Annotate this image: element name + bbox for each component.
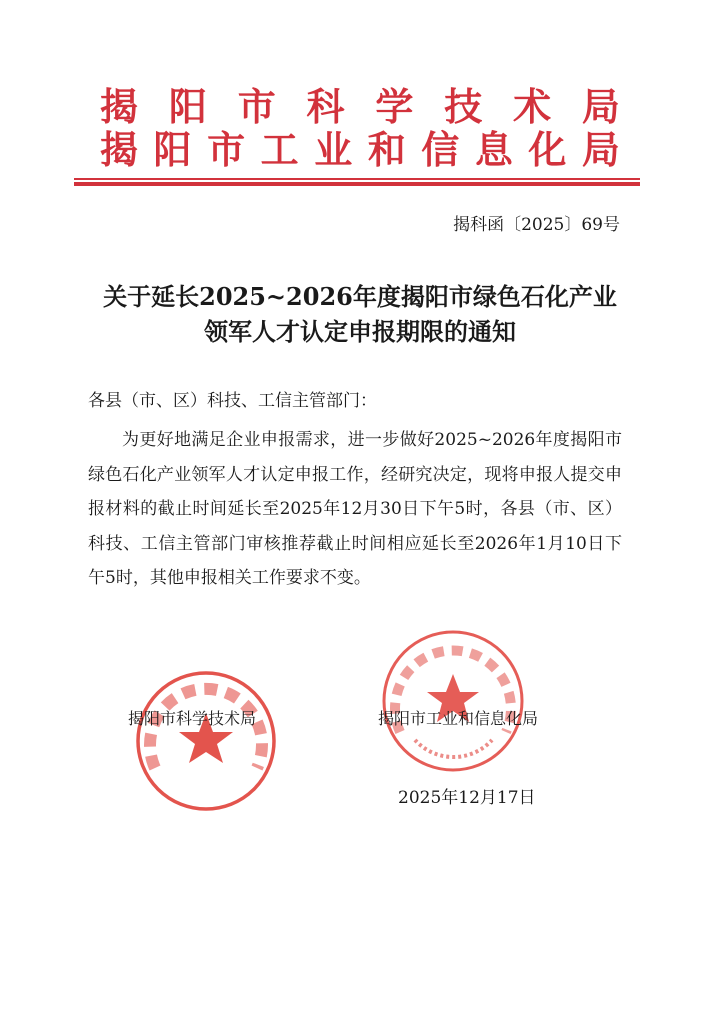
- header-char: 科: [306, 84, 345, 129]
- header-char: 阳: [153, 127, 192, 172]
- header-char: 化: [528, 127, 567, 172]
- official-seal-science-bureau: [133, 668, 279, 814]
- header-char: 术: [513, 84, 552, 129]
- header-char: 信: [421, 127, 460, 172]
- document-number: 揭科函〔2025〕69号: [453, 215, 620, 235]
- issuer-header-line-1: [100, 84, 620, 129]
- header-char: 市: [207, 127, 246, 172]
- document-title-line-2: 领军人才认定申报期限的通知: [204, 317, 516, 346]
- header-char: 学: [375, 84, 414, 129]
- salutation: 各县（市、区）科技、工信主管部门：: [88, 391, 377, 411]
- body-paragraph: 为更好地满足企业申报需求，进一步做好2025~2026年度揭阳市绿色石化产业领军人才认定申报工作，经研究决定，现将申报人提交申报材料的截止时间延长至2025年12月30日下午5时，各县（市、区）科技、工信主管部门审核推荐截止时间相应延长至2026年1月10日下午5时，其他申报相关工作要求不变。: [88, 430, 622, 588]
- header-char: 市: [237, 84, 276, 129]
- header-divider-thick: [74, 182, 640, 186]
- signature-industry-bureau: 揭阳市工业和信息化局: [378, 709, 539, 728]
- header-char: 业: [314, 127, 353, 172]
- header-char: 和: [367, 127, 406, 172]
- header-char: 息: [474, 127, 513, 172]
- issue-date: 2025年12月17日: [398, 788, 536, 808]
- header-char: 技: [444, 84, 483, 129]
- document-title-line-1: 关于延长2025~2026年度揭阳市绿色石化产业: [103, 282, 617, 311]
- header-char: 阳: [168, 84, 207, 129]
- header-char: 局: [581, 84, 620, 129]
- header-char: 局: [581, 127, 620, 172]
- header-char: 工: [260, 127, 299, 172]
- official-seal-industry-bureau: [380, 628, 526, 774]
- header-char: 揭: [100, 127, 139, 172]
- signature-science-bureau: 揭阳市科学技术局: [128, 709, 257, 728]
- issuer-header-line-2: [100, 127, 620, 172]
- header-divider-thin: [74, 178, 640, 180]
- seal-code-marks: [415, 740, 492, 757]
- header-char: 揭: [100, 84, 139, 129]
